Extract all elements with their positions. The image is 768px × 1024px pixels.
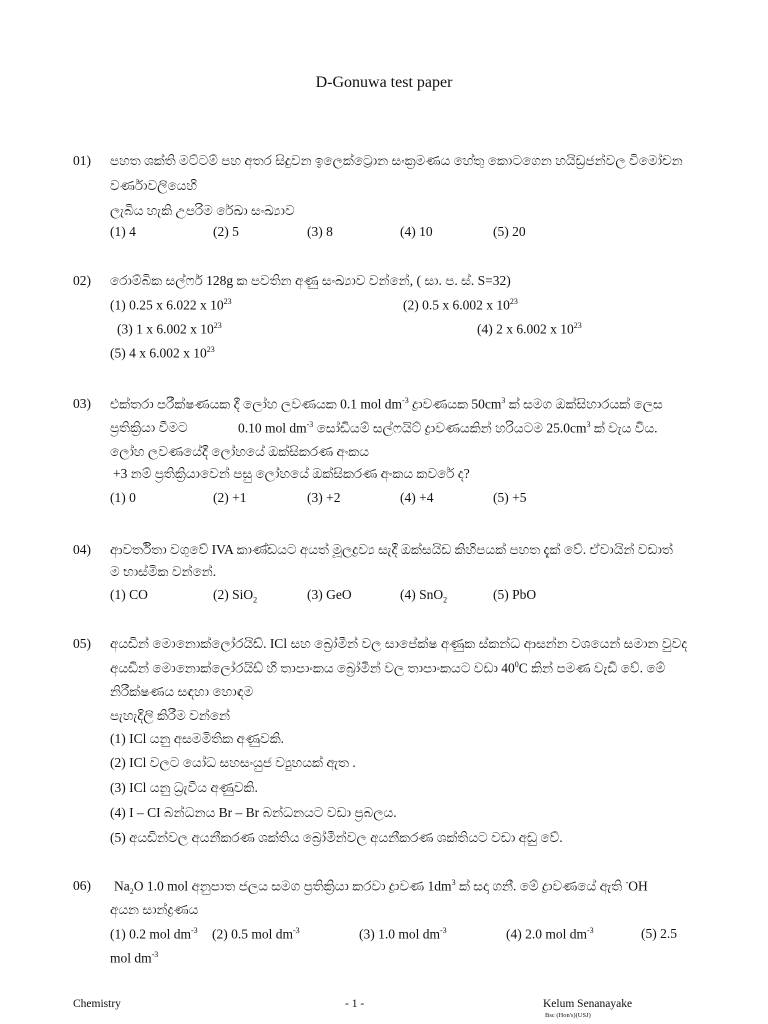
option-3: (3) ICl යනු ධ්‍රැවීය අණුවකි.	[110, 780, 258, 795]
option-4: (4) 2 x 6.002 x $10^{23}$	[477, 321, 582, 337]
option-3: (3) +2	[307, 490, 341, 505]
option-4: (4) 10	[400, 224, 433, 239]
footer-subject: Chemistry	[73, 998, 121, 1010]
question-number: 06)	[73, 878, 91, 893]
footer-author: Kelum Senanayake	[543, 998, 633, 1010]
option-1: (1) CO	[110, 587, 148, 602]
question-text: පැහැදිලි කිරීම වන්නේ	[110, 708, 230, 723]
question-text: +3 නම් ප්‍රතික්‍රියාවෙන් පසු ලෝහයේ ඔක්සිකරණ අංකය කවරේ ද?	[113, 466, 470, 481]
option-3: (3) 1.0 mol $dm^{-3}$	[359, 926, 447, 942]
option-1: (1) 0.25 x 6.022 x $10^{23}$	[110, 297, 232, 313]
option-5: (5) අයඩින්වල අයනීකරණ ශක්තිය බ්‍රෝමීන්වල අයනීකරණ ශක්තියට වඩා අඩු වේ.	[110, 830, 563, 845]
option-2: (2) SiO$_2$	[213, 587, 258, 605]
question-text: අයඩින් මොනොක්ලෝරයිඩ්. ICl සහ බ්‍රෝමීන් වල සාපේක්ෂ අණුක ස්කන්ධ ආසන්න වශයෙන් සමාන වුවද	[110, 636, 688, 651]
question-number: 03)	[73, 396, 91, 411]
option-2: (2) ICl වලට යෝධ සහසංයුජ ව්‍යුහයක් ඇත .	[110, 755, 356, 770]
option-1: (1) 0	[110, 490, 136, 505]
question-number: 05)	[73, 636, 91, 651]
question-text: ලෝහ ලවණයේදී ලෝහයේ ඔක්සිකරණ අංකය	[110, 444, 369, 459]
option-1: (1) ICl යනු අසමමිතික අණුවකි.	[110, 731, 285, 746]
option-5: (5) +5	[493, 490, 527, 505]
option-3: (3) 8	[307, 224, 333, 239]
option-2: (2) 0.5 x 6.002 x $10^{23}$	[403, 297, 518, 313]
question-text: රොම්බික සල්ෆර් 128g ක පවතින අණු සංඛ්‍යාව වන්නේ, ( සා. ප. ස්. S=32)	[110, 273, 511, 288]
question-text: නිරීක්ෂණය සඳහා හොඳම	[110, 684, 254, 699]
option-5: (5) 2.5	[641, 926, 677, 941]
option-2: (2) +1	[213, 490, 247, 505]
option-3: (3) GeO	[307, 587, 352, 602]
question-text: ලැබිය හැකි උපරිම රේඛා සංඛ්‍යාව	[110, 203, 295, 218]
option-2: (2) 0.5 mol $dm^{-3}$	[212, 926, 300, 942]
option-4: (4) I – CI බන්ධනය Br – Br බන්ධනයට වඩා ප්‍රබලය.	[110, 805, 397, 820]
option-4: (4) +4	[400, 490, 434, 505]
footer-author-credentials: Bsc (Hon's)(USJ)	[545, 1012, 591, 1019]
option-1: (1) 4	[110, 224, 136, 239]
option-5: (5) PbO	[493, 587, 537, 602]
option-4: (4) SnO$_2$	[400, 587, 448, 605]
question-text: ප්‍රතික්‍රියා වීමට	[110, 420, 188, 435]
page-title: D-Gonuwa test paper	[315, 74, 453, 91]
option-5: (5) 20	[493, 224, 526, 239]
option-4: (4) 2.0 mol $dm^{-3}$	[506, 926, 594, 942]
option-1: (1) 0.2 mol $dm^{-3}$	[110, 926, 198, 942]
option-5-continued: mol $dm^{-3}$	[110, 950, 159, 966]
question-text: $Na_2O$ 1.0 mol අනුපාත ජලය සමග ප්‍රතික්‍රියා කරවා ද්‍රාවණ $1dm^3$ ක් සදා ගනී. මේ ද්‍රාවණයේ ඇති -OH	[114, 878, 648, 897]
question-text: එක්තරා පරීක්ෂණයක දී ලෝහ ලවණයක 0.1 mol $dm^{-3}$ ද්‍රාවණයක $50cm^3$ ක් සමග ඔක්සිහාරයක් ලෙස	[110, 396, 663, 412]
option-3: (3) 1 x 6.002 x $10^{23}$	[117, 321, 222, 337]
question-number: 02)	[73, 273, 91, 288]
option-5: (5) 4 x 6.002 x $10^{23}$	[110, 345, 215, 361]
question-text: අයඩින් මොනොක්ලෝරයිඩ් හි තාපාංකය බ්‍රෝමීන් වල තාපාංකයට වඩා $40^0C$ කින් පමණ වැඩි වේ. මේ	[110, 660, 666, 676]
question-text: පහත ශක්ති මට්ටම් පහ අතර සිදුවන ඉලෙක්ට්‍රොන සංක්‍රමණය හේතු කොටගෙන හයිඩ්‍රජන්වල විමෝචන	[110, 153, 683, 168]
option-2: (2) 5	[213, 224, 239, 239]
question-text: ආවර්තිතා වගුවේ IVA කාණ්ඩයට අයත් මූලද්‍රව්‍ය සැදී ඔක්සයිඩ කිහිපයක් පහත දැක් වේ. ඒවායින් වඩාත්	[110, 542, 673, 557]
question-text: ම භාස්මික වන්නේ.	[110, 564, 217, 579]
footer-page-number: - 1 -	[345, 998, 365, 1010]
question-text: අයන සාන්ද්‍රණය	[110, 902, 199, 917]
question-text: වර්ණාවලියෙහි	[110, 178, 197, 193]
question-text: 0.10 mol $dm^{-3}$ සෝඩියම් සල්ෆයිට් ද්‍රාවණයකින් හරියටම $25.0cm^3$ ක් වැය විය.	[238, 420, 658, 436]
question-number: 01)	[73, 153, 91, 168]
question-number: 04)	[73, 542, 91, 557]
